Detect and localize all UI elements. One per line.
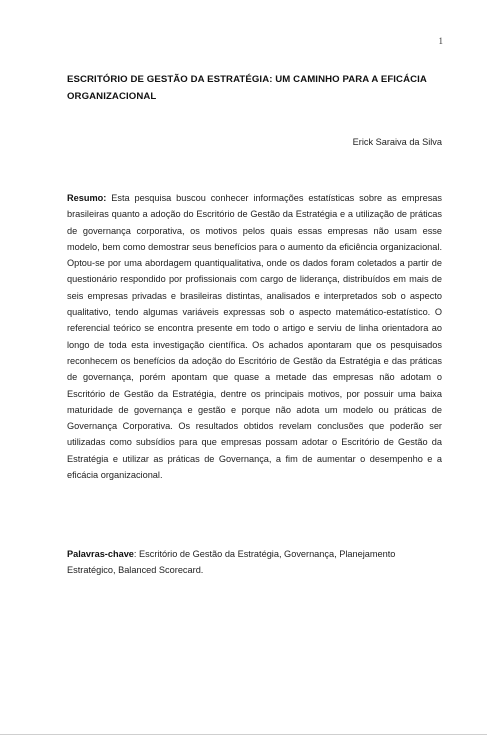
abstract-paragraph [67, 190, 442, 483]
page-bottom-divider [0, 734, 487, 735]
document-title: ESCRITÓRIO DE GESTÃO DA ESTRATÉGIA: UM CAMINHO PARA A EFICÁCIA ORGANIZACIONAL [67, 74, 427, 102]
author-name: Erick Saraiva da Silva [352, 137, 442, 147]
page-number: 1 [438, 36, 443, 46]
keywords-label: Palavras-chave [67, 549, 134, 559]
abstract-text: Esta pesquisa buscou conhecer informações estatísticas sobre as empresas brasileiras quanto a adoção do Escritório de Gestão da Estratégia e a utilização de práticas de governança corporativa, os motivos pelos quais essas empresas não usam esse modelo, bem como demostrar seus benefícios para o aumento da eficiência organizacional. Optou-se por uma abordagem quantiqualitativa, onde os dados foram coletados a partir de questionário respondido por profissionais com cargo de liderança, distribuídos em mais de seis empresas privadas e brasileiras distintas, analisados e interpretados sob o aspecto qualitativo, tendo algumas variáveis expressas sob o aspecto matemático-estatístico. O referencial teórico se encontra presente em todo o artigo e serviu de linha orientadora ao longo de toda esta investigação científica. Os achados apontaram que os pesquisados reconhecem os benefícios da adoção do Escritório de Gestão da Estratégia e das práticas de governança, porém apontam que quase a metade das empresas não adotam o Escritório de Gestão da Estratégia, dentre os principais motivos, por possuir uma baixa maturidade de governança e gestão e porque não adota um modelo ou práticas de Governança Corporativa. Os resultados obtidos revelam conclusões que poderão ser utilizadas como subsídios para que empresas possam adotar o Escritório de Gestão da Estratégia e utilizar as práticas de Governança, a fim de aumentar o desempenho e a eficácia organizacional. [67, 193, 442, 481]
keywords-text: : Escritório de Gestão da Estratégia, Governança, Planejamento Estratégico, Balanced Scorecard. [67, 549, 396, 576]
abstract-label: Resumo: [67, 193, 107, 203]
keywords-paragraph [67, 546, 442, 579]
